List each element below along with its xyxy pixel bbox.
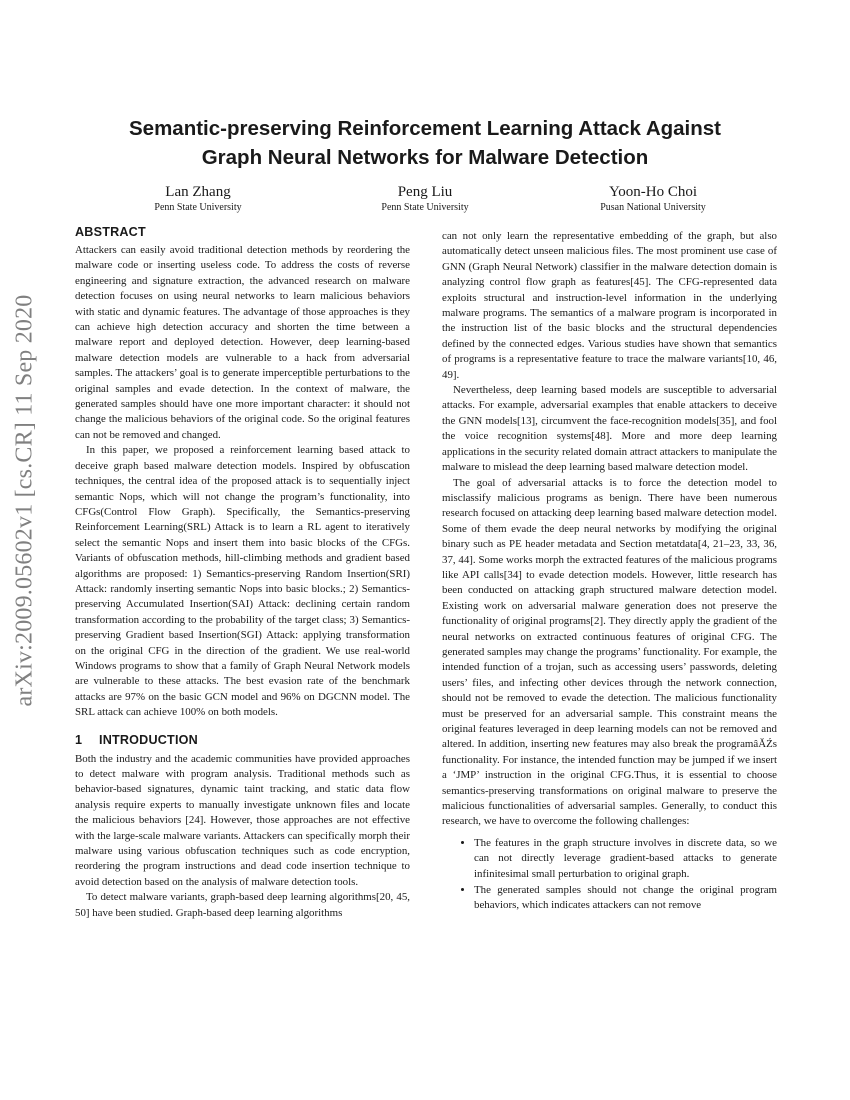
author-name: Lan Zhang bbox=[165, 184, 231, 200]
intro-paragraph-2: To detect malware variants, graph-based deep learning algorithms[20, 45, 50] have been studied. Graph-based deep learning algorithms bbox=[75, 891, 410, 919]
author-1 bbox=[88, 183, 308, 214]
intro-paragraph-5: The goal of adversarial attacks is to force the detection model to misclassify malicious programs as benign. There have been numerous research focused on attacking deep learning based malware detection model. Some of them evade the deep neural networks by modifying the original binary such as PE header metadata and Section metatdata[4, 21–23, 33, 36, 37, 44]. Some works morph the extracted features of the malicious programs like API calls[34] to evade detection models. However, little research has been conducted on attacking graph structured malware detection model. Existing work on adversarial malware generation does not preserve the functionality of original programs[2]. They directly apply the gradient of the neural networks on extracted continuous features of original CFG. The generated samples may change the programs’ functionality. For example, the intended function of a trojan, such as accessing users’ passwords, deleting users’ files, and infecting other devices through the network connection, should not be removed to evade the detection. The malicious functionality must be preserved for an adversarial sample. This constraint means the original features leveraged in deep learning models can not be removed and altered. In addition, inserting new features may also break the programâĂŹs functionality. For instance, the intended function may be jumped if we insert a ‘JMP’ instruction in the original CFG.Thus, it is essential to choose semantics-preserving transformations on original malware to preserve the malicious functionalities of adversarial samples. Generally, to conduct this research, we have to overcome the following challenges: bbox=[442, 476, 777, 828]
section-number: 1 bbox=[75, 732, 83, 747]
abstract-paragraph-2: In this paper, we proposed a reinforcement learning based attack to deceive graph based malware detection models. Inspired by obfuscation techniques, the central idea of the proposed attack is to sequentially inject semantic Nops, which will not change the program’s functionality, into CFGs(Control Flow Graph). Specifically, the Semantics-preserving Reinforcement Learning(SRL) Attack is to learn a RL agent to iteratively select the semantic Nops and insert them into basic blocks of the CFGs. Variants of obfuscation methods, hill-climbing methods and gradient based algorithms are proposed: 1) Semantics-preserving Random Insertion(SRI) Attack: randomly inserting semantic Nops into basic blocks.; 2) Semantics-preserving Accumulated Insertion(SAI) Attack: declining certain random transformation according to the probability of the target class; 3) Semantics-preserving Gradient based Insertion(SGI) Attack: applying transformation on the original CFG in the direction of the gradient. We use real-world Windows programs to show that a family of Graph Neural Network models are vulnerable to these attacks. The best evasion rate of the benchmark attacks are 97% on the basic GCN model and 96% on DGCNN model. The SRL attack can achieve 100% on both models. bbox=[75, 444, 410, 719]
title-line-1: Semantic-preserving Reinforcement Learning Attack Against bbox=[129, 117, 721, 140]
author-2 bbox=[315, 183, 535, 214]
arxiv-identifier-text: arXiv:2009.05602v1 [cs.CR] 11 Sep 2020 bbox=[11, 293, 38, 707]
challenges-list bbox=[442, 836, 777, 914]
left-column bbox=[75, 224, 410, 921]
introduction-heading bbox=[75, 732, 410, 748]
abstract-paragraph-1: Attackers can easily avoid traditional detection methods by reordering the malware code or inserting useless code. To address the costs of reverse engineering and signature extraction, the advanced research on malware detection focuses on using neural networks to learn malicious behaviors with static and dynamic features. The advantage of those approaches is they can achieve high detection accuracy and shorten the time between a malware report and deployed detection. However, deep learning-based malware detection models are vulnerable to a hack from adversarial samples. The attackers’ goal is to generate imperceptible perturbations to the original samples and evade detection. In the context of malware, the generated samples should have one more important character: it should not change the malicious behaviors of the original code. So the original features can not be removed and changed. bbox=[75, 244, 410, 441]
list-item: • The features in the graph structure involves in discrete data, so we can not directly leverage gradient-based attacks to generate infinitesimal small perturbation to original graph. bbox=[474, 836, 777, 882]
right-column bbox=[442, 229, 777, 915]
title-line-2: Graph Neural Networks for Malware Detection bbox=[201, 146, 649, 169]
author-affiliation: Penn State University bbox=[154, 202, 242, 213]
intro-paragraph-4: Nevertheless, deep learning based models are susceptible to adversarial attacks. For example, adversarial examples that enable attackers to deceive the GNN models[13], circumvent the face-recognition models[35], and fool the voice recognition systems[48]. More and more deep learning applications in the security related domain attract attackers to manipulate the malware to mislead the deep learning based malware detection model. bbox=[442, 384, 777, 474]
author-affiliation: Pusan National University bbox=[600, 202, 706, 213]
intro-paragraph-1: Both the industry and the academic communities have provided approaches to detect malware with program analysis. Traditional methods such as behavior-based signatures, dynamic taint tracking, and static data flow analysis require experts to manually investigate unknown files and locate the malicious behaviors [24]. However, those approaches are not effective with the large-scale malware variants. Attackers can specifically morph their malware using various obfuscation techniques such as code encryption, reordering the program instructions and dead code insertion technique to avoid detection based on the analysis of malware detection tools. bbox=[75, 752, 410, 888]
author-name: Yoon-Ho Choi bbox=[608, 184, 698, 200]
list-item: • The generated samples should not change the original program behaviors, which indicates attackers can not remove bbox=[474, 883, 777, 914]
author-3 bbox=[543, 183, 763, 214]
intro-paragraph-3: can not only learn the representative embedding of the graph, but also automatically detect unseen malicious files. The most prominent use case of GNN (Graph Neural Network) classifier in the malware detection domain is analyzing control flow graph as features[45]. The CFG-represented data exploits structural and instruction-level information in the underlying malware programs. The semantics of a malware program is incorporated in the instruction list of the basic blocks and the structural dependencies defined by the connected edges. Various studies have shown that semantics of programs is a representative feature to trace the malware variants[10, 46, 49]. bbox=[442, 230, 777, 381]
author-name: Peng Liu bbox=[397, 184, 453, 200]
abstract-heading: ABSTRACT bbox=[75, 225, 146, 239]
author-affiliation: Penn State University bbox=[381, 202, 469, 213]
section-title: INTRODUCTION bbox=[99, 732, 198, 747]
paper-title bbox=[60, 114, 790, 172]
arxiv-identifier bbox=[0, 290, 50, 710]
